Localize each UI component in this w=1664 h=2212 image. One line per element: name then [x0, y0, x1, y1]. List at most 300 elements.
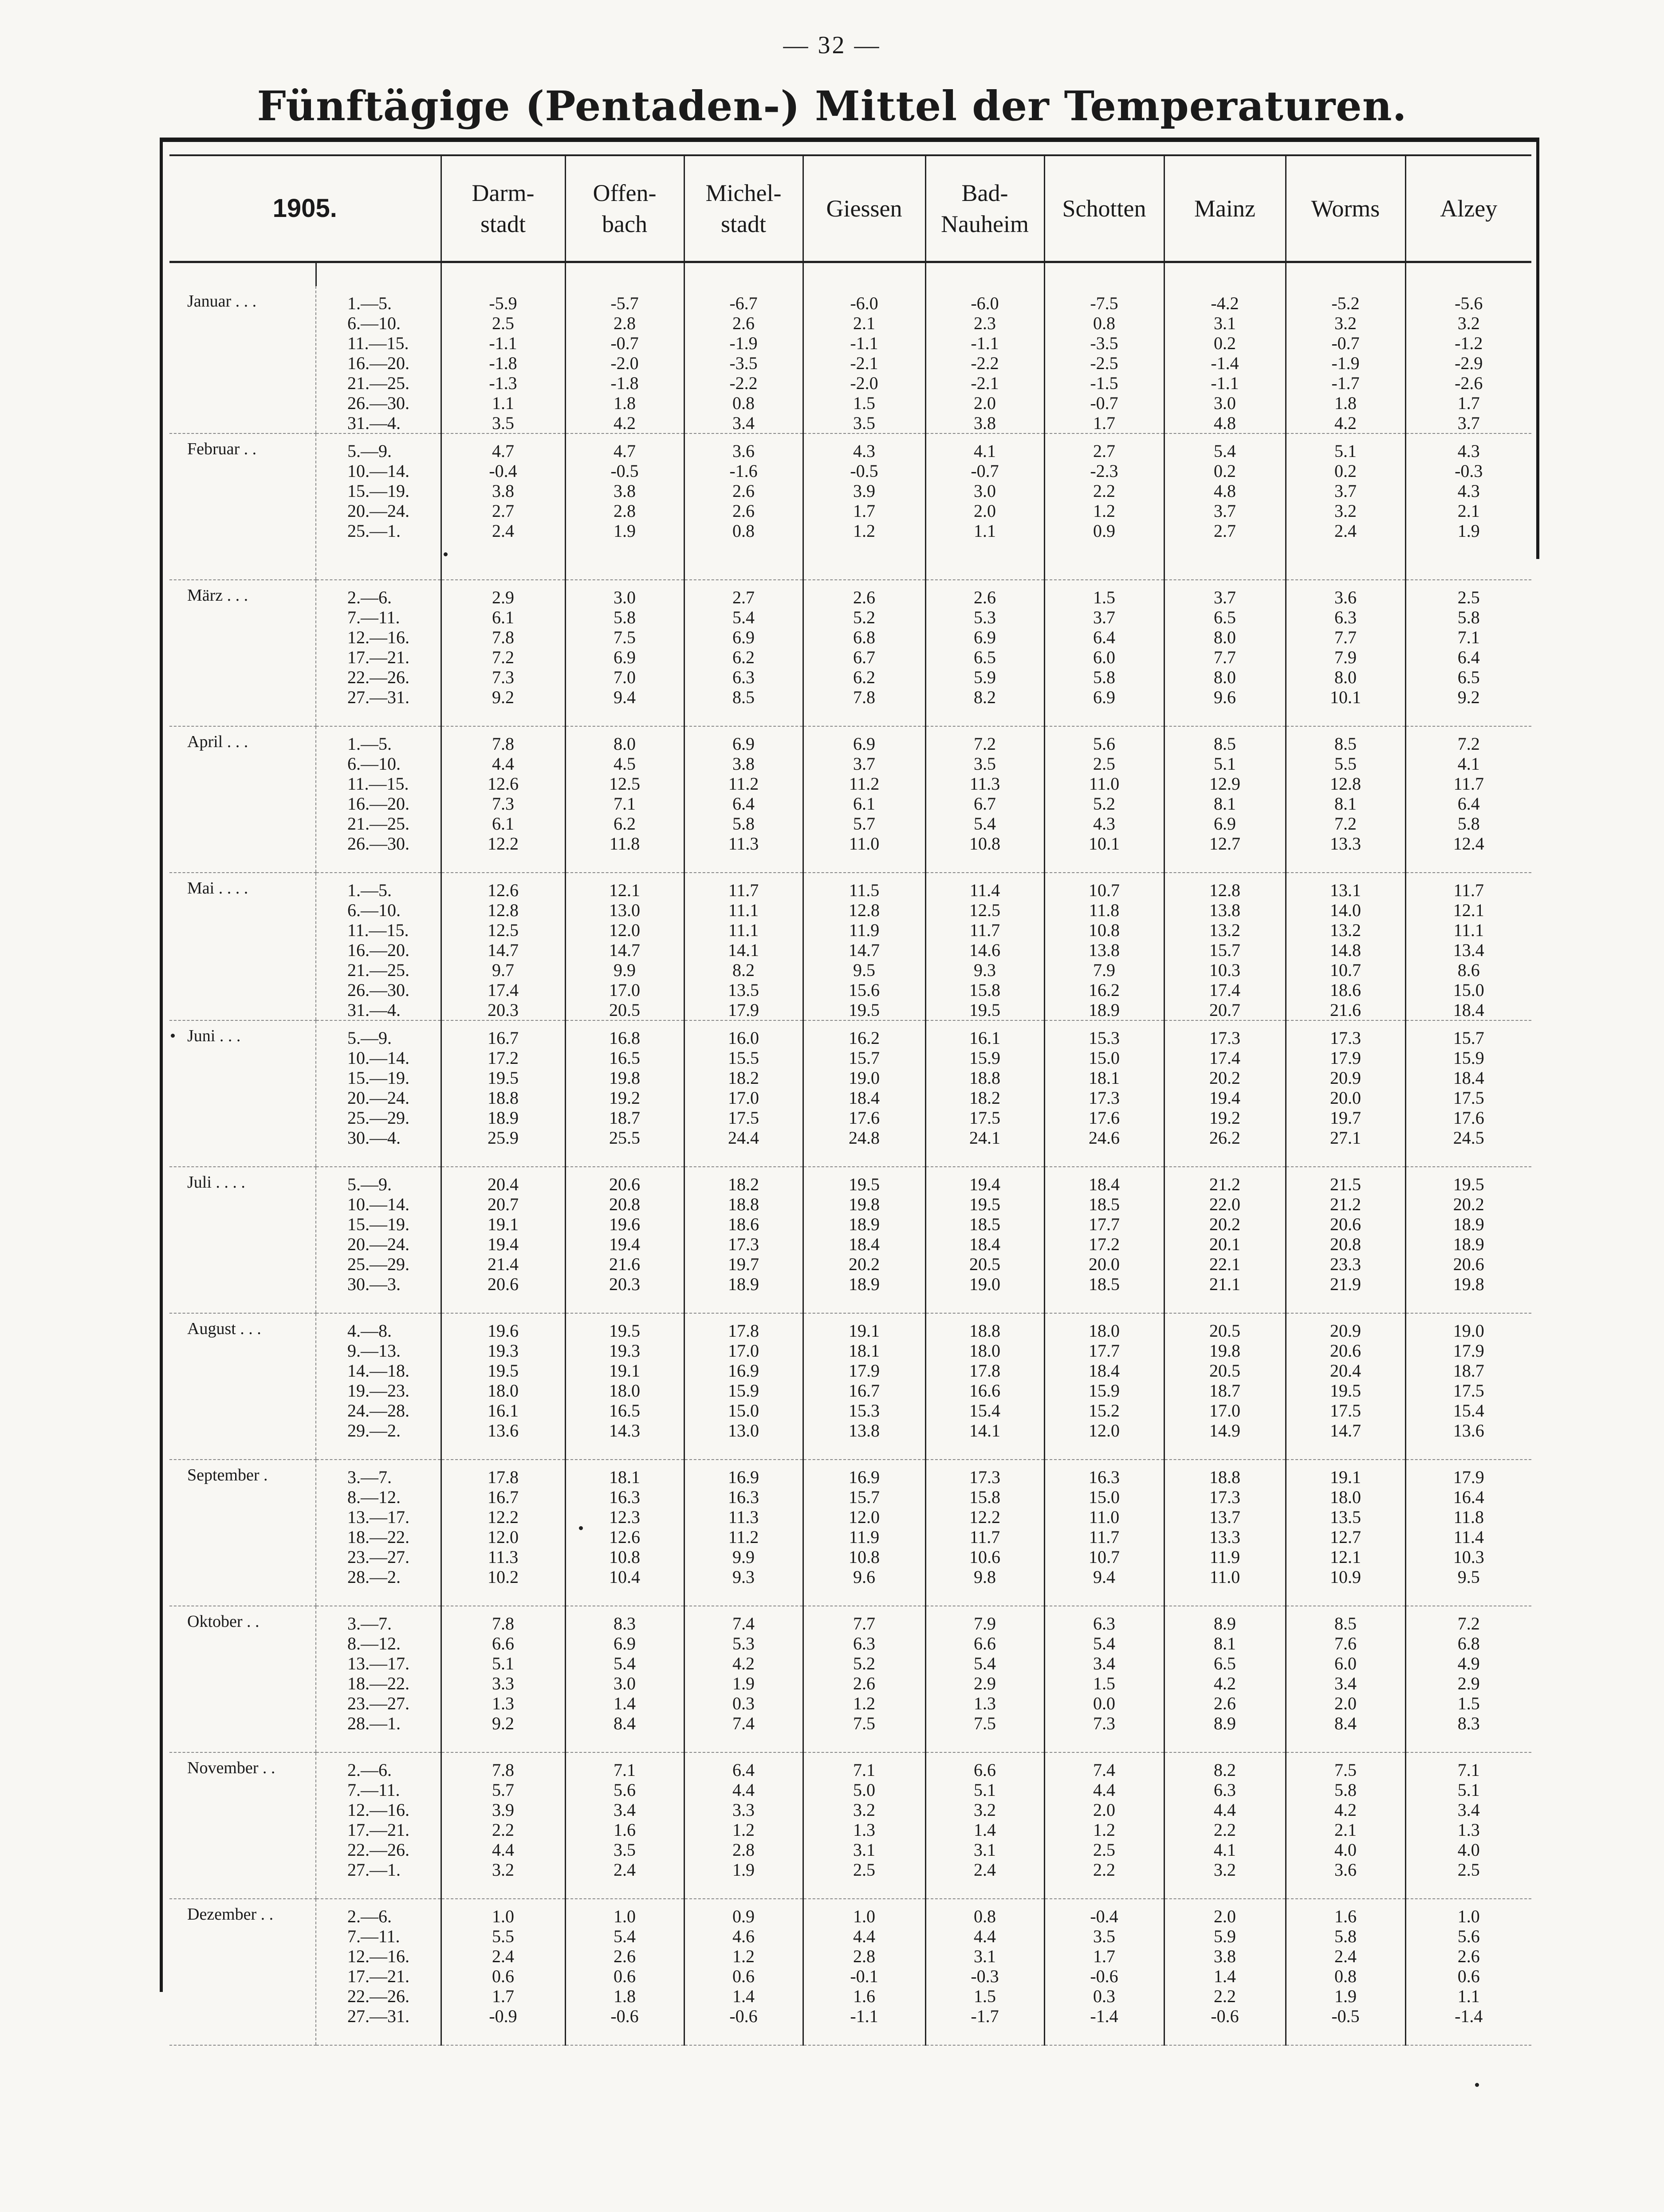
temperature-value: 18.7: [609, 1108, 640, 1128]
temperature-value: -3.5: [1090, 333, 1118, 353]
temperature-value: 2.0: [974, 501, 996, 521]
temperature-value: 4.1: [1214, 1840, 1236, 1860]
temperature-value: 4.4: [974, 1926, 996, 1946]
temperature-value: 2.8: [732, 1840, 755, 1860]
temperature-value: 17.0: [728, 1088, 759, 1108]
temperature-value: 3.6: [1334, 587, 1357, 607]
temperature-value: 6.1: [853, 794, 875, 814]
month-name: Juni . . .: [169, 1020, 316, 1167]
station-header: Worms: [1286, 155, 1405, 262]
station-values: [441, 873, 565, 1020]
temperature-value: 8.5: [1214, 734, 1236, 754]
temperature-value: 17.9: [728, 1000, 759, 1020]
temperature-value: 17.8: [969, 1361, 1000, 1381]
temperature-value: 14.9: [1209, 1421, 1240, 1441]
temperature-value: 11.3: [728, 834, 759, 854]
temperature-value: 15.2: [1089, 1401, 1120, 1421]
temperature-value: 9.5: [1457, 1567, 1480, 1587]
temperature-value: 5.4: [974, 1653, 996, 1673]
station-values: [441, 1460, 565, 1606]
temperature-value: 18.2: [969, 1088, 1000, 1108]
temperature-value: 7.5: [974, 1713, 996, 1733]
temperature-value: 6.4: [1457, 794, 1480, 814]
temperature-value: 4.2: [1214, 1673, 1236, 1693]
temperature-value: 5.5: [1334, 754, 1357, 774]
pentad-range: 20.—24.: [347, 1234, 409, 1254]
station-values: [441, 580, 565, 726]
temperature-value: 12.5: [609, 774, 640, 794]
temperature-value: 5.4: [732, 607, 755, 627]
temperature-value: 1.9: [1457, 521, 1480, 541]
temperature-value: 9.4: [1093, 1567, 1115, 1587]
temperature-value: 12.2: [969, 1507, 1000, 1527]
pentad-range: 7.—11.: [347, 1780, 400, 1800]
temperature-value: 5.6: [1457, 1926, 1480, 1946]
temperature-value: 1.9: [732, 1673, 755, 1693]
temperature-value: -0.7: [610, 333, 639, 353]
pentad-range: 28.—2.: [347, 1567, 401, 1587]
temperature-value: 4.4: [1214, 1800, 1236, 1820]
pentad-ranges: [316, 1606, 441, 1752]
temperature-value: 3.9: [492, 1800, 514, 1820]
temperature-value: 1.7: [853, 501, 875, 521]
station-values: [684, 1460, 803, 1606]
temperature-value: 13.6: [488, 1421, 519, 1441]
temperature-value: 10.9: [1330, 1567, 1361, 1587]
temperature-value: 2.6: [1457, 1946, 1480, 1966]
temperature-value: 1.0: [492, 1906, 514, 1926]
station-values: [441, 1752, 565, 1899]
station-values: [441, 1020, 565, 1167]
temperature-value: 11.3: [728, 1507, 759, 1527]
temperature-value: 16.8: [609, 1028, 640, 1048]
temperature-value: 2.0: [1214, 1906, 1236, 1926]
station-values: [1405, 580, 1531, 726]
temperature-value: 2.4: [974, 1860, 996, 1880]
print-speck: [1475, 2083, 1479, 2087]
temperature-value: 12.3: [609, 1507, 640, 1527]
temperature-value: 5.6: [1093, 734, 1115, 754]
temperature-value: 19.1: [609, 1361, 640, 1381]
temperature-value: 2.6: [732, 313, 755, 333]
temperature-value: 10.8: [849, 1547, 880, 1567]
temperature-value: 13.8: [849, 1421, 880, 1441]
temperature-value: 20.5: [1209, 1321, 1240, 1341]
temperature-value: 4.3: [1457, 481, 1480, 501]
station-values: [1286, 1460, 1405, 1606]
temperature-value: 23.3: [1330, 1254, 1361, 1274]
temperature-value: 18.1: [1089, 1068, 1120, 1088]
station-values: [925, 1752, 1044, 1899]
temperature-value: 19.4: [1209, 1088, 1240, 1108]
temperature-value: 19.4: [969, 1174, 1000, 1194]
pentad-range: 31.—4.: [347, 413, 401, 433]
station-values: [925, 1313, 1044, 1460]
temperature-value: 9.2: [1457, 687, 1480, 707]
temperature-value: -1.1: [489, 333, 517, 353]
temperature-value: 11.0: [1089, 1507, 1120, 1527]
temperature-value: 4.0: [1457, 1840, 1480, 1860]
temperature-value: 6.9: [732, 734, 755, 754]
temperature-value: 15.5: [728, 1048, 759, 1068]
temperature-value: -2.1: [971, 373, 999, 393]
temperature-value: -1.6: [729, 461, 758, 481]
temperature-value: 24.6: [1089, 1128, 1120, 1148]
temperature-value: 2.9: [1457, 1673, 1480, 1693]
pentad-range: 1.—5.: [347, 734, 392, 754]
temperature-value: 2.2: [1093, 481, 1115, 501]
temperature-value: -1.9: [1331, 353, 1360, 373]
pentad-range: 17.—21.: [347, 647, 409, 667]
temperature-value: -2.0: [610, 353, 639, 373]
temperature-value: 6.8: [853, 627, 875, 647]
temperature-value: 2.1: [1334, 1820, 1357, 1840]
temperature-value: 6.9: [974, 627, 996, 647]
month-row: [169, 1899, 1531, 2045]
temperature-value: 12.9: [1209, 774, 1240, 794]
temperature-value: 0.3: [1093, 1986, 1115, 2006]
pentad-range: 1.—5.: [347, 880, 392, 900]
temperature-value: 20.2: [1209, 1214, 1240, 1234]
temperature-value: -2.1: [850, 353, 878, 373]
station-values: [1286, 580, 1405, 726]
temperature-value: 6.7: [974, 794, 996, 814]
temperature-value: 18.7: [1453, 1361, 1484, 1381]
station-values: [684, 1752, 803, 1899]
temperature-value: 0.6: [492, 1966, 514, 1986]
temperature-value: 9.9: [614, 960, 636, 980]
temperature-value: 10.4: [609, 1567, 640, 1587]
temperature-value: 1.6: [1334, 1906, 1357, 1926]
temperature-value: 11.8: [609, 834, 640, 854]
temperature-value: 15.3: [849, 1401, 880, 1421]
temperature-value: 3.6: [732, 441, 755, 461]
temperature-value: 5.8: [614, 607, 636, 627]
temperature-value: 2.6: [1214, 1693, 1236, 1713]
temperature-value: 2.7: [1214, 521, 1236, 541]
month-row: [169, 1460, 1531, 1606]
temperature-value: 18.0: [488, 1381, 519, 1401]
temperature-value: 2.7: [732, 587, 755, 607]
temperature-value: 15.7: [849, 1048, 880, 1068]
temperature-value: 10.1: [1330, 687, 1361, 707]
temperature-value: 2.0: [974, 393, 996, 413]
temperature-value: 14.3: [609, 1421, 640, 1441]
temperature-value: 2.5: [853, 1860, 875, 1880]
temperature-value: 3.1: [1214, 313, 1236, 333]
temperature-value: 19.8: [1453, 1274, 1484, 1294]
temperature-value: 17.9: [1453, 1341, 1484, 1361]
temperature-value: 7.2: [1457, 1614, 1480, 1633]
temperature-value: 17.6: [849, 1108, 880, 1128]
temperature-value: 16.0: [728, 1028, 759, 1048]
temperature-value: 6.3: [853, 1633, 875, 1653]
temperature-value: 1.7: [1093, 413, 1115, 433]
station-values: [925, 1460, 1044, 1606]
temperature-value: 5.8: [1334, 1926, 1357, 1946]
temperature-value: 0.9: [1093, 521, 1115, 541]
temperature-value: 15.3: [1089, 1028, 1120, 1048]
station-values: [803, 286, 925, 433]
temperature-value: 5.2: [1093, 794, 1115, 814]
month-row: [169, 1020, 1531, 1167]
temperature-value: 19.7: [728, 1254, 759, 1274]
temperature-value: 1.3: [492, 1693, 514, 1713]
temperature-value: 9.2: [492, 687, 514, 707]
temperature-value: 8.4: [1334, 1713, 1357, 1733]
temperature-value: 5.2: [853, 607, 875, 627]
month-name: August . . .: [169, 1313, 316, 1460]
temperature-value: 8.5: [732, 687, 755, 707]
temperature-value: 1.5: [1457, 1693, 1480, 1713]
pentad-range: 16.—20.: [347, 940, 409, 960]
station-values: [1405, 1167, 1531, 1313]
pentad-ranges: [316, 726, 441, 873]
pentad-range: 16.—20.: [347, 794, 409, 814]
temperature-value: 2.2: [1214, 1820, 1236, 1840]
temperature-value: 18.9: [849, 1214, 880, 1234]
temperature-value: 18.2: [728, 1068, 759, 1088]
temperature-value: 18.9: [728, 1274, 759, 1294]
temperature-value: 2.8: [853, 1946, 875, 1966]
station-values: [1044, 433, 1164, 580]
temperature-value: 3.6: [1334, 1860, 1357, 1880]
station-values: [803, 1606, 925, 1752]
station-values: [1044, 1313, 1164, 1460]
temperature-value: 9.4: [614, 687, 636, 707]
station-values: [565, 286, 684, 433]
temperature-value: 11.1: [728, 900, 759, 920]
temperature-value: 16.1: [969, 1028, 1000, 1048]
temperature-value: 15.0: [1453, 980, 1484, 1000]
temperature-value: 11.1: [1453, 920, 1484, 940]
temperature-value: 25.5: [609, 1128, 640, 1148]
temperature-value: 1.4: [974, 1820, 996, 1840]
month-row: [169, 433, 1531, 580]
temperature-value: 6.6: [974, 1760, 996, 1780]
temperature-value: 9.6: [1214, 687, 1236, 707]
temperature-value: 16.9: [849, 1467, 880, 1487]
pentad-range: 2.—6.: [347, 1760, 392, 1780]
temperature-value: 12.0: [849, 1507, 880, 1527]
temperature-value: 7.3: [1093, 1713, 1115, 1733]
temperature-value: 0.9: [732, 1906, 755, 1926]
temperature-value: 1.0: [614, 1906, 636, 1926]
temperature-value: 1.0: [853, 1906, 875, 1926]
station-values: [1286, 1313, 1405, 1460]
pentad-range: 6.—10.: [347, 313, 401, 333]
pentad-range: 2.—6.: [347, 1906, 392, 1926]
temperature-value: 11.0: [849, 834, 880, 854]
temperature-value: 21.2: [1330, 1194, 1361, 1214]
pentad-ranges: [316, 580, 441, 726]
station-values: [565, 1020, 684, 1167]
temperature-value: 10.2: [488, 1567, 519, 1587]
temperature-value: 3.3: [732, 1800, 755, 1820]
temperature-value: 7.1: [614, 1760, 636, 1780]
temperature-value: 11.9: [849, 1527, 880, 1547]
temperature-value: 2.2: [1214, 1986, 1236, 2006]
temperature-value: 10.8: [969, 834, 1000, 854]
temperature-value: 16.4: [1453, 1487, 1484, 1507]
pentad-ranges: [316, 286, 441, 433]
pentad-ranges: [316, 873, 441, 1020]
temperature-value: -0.1: [850, 1966, 878, 1986]
temperature-value: 6.8: [1457, 1633, 1480, 1653]
pentad-range: 27.—31.: [347, 2006, 409, 2026]
temperature-value: 7.9: [1093, 960, 1115, 980]
month-row: [169, 1167, 1531, 1313]
temperature-value: -0.6: [1211, 2006, 1239, 2026]
temperature-value: 5.4: [1093, 1633, 1115, 1653]
temperature-value: 2.8: [614, 501, 636, 521]
temperature-value: 0.8: [732, 521, 755, 541]
temperature-value: -1.1: [971, 333, 999, 353]
temperature-value: 10.7: [1089, 1547, 1120, 1567]
temperature-value: 8.3: [614, 1614, 636, 1633]
station-values: [1164, 1899, 1286, 2045]
temperature-value: 1.2: [853, 521, 875, 541]
station-values: [1044, 286, 1164, 433]
temperature-value: 18.8: [969, 1321, 1000, 1341]
station-values: [1286, 1167, 1405, 1313]
temperature-value: 12.6: [609, 1527, 640, 1547]
temperature-value: 13.1: [1330, 880, 1361, 900]
temperature-value: -1.9: [729, 333, 758, 353]
pentad-range: 27.—1.: [347, 1860, 401, 1880]
temperature-value: 20.2: [1453, 1194, 1484, 1214]
temperature-value: 6.9: [1093, 687, 1115, 707]
temperature-value: 8.3: [1457, 1713, 1480, 1733]
temperature-value: 16.6: [969, 1381, 1000, 1401]
temperature-value: 1.7: [1457, 393, 1480, 413]
temperature-value: 12.6: [488, 880, 519, 900]
temperature-value: 6.9: [1214, 814, 1236, 834]
temperature-value: 19.5: [969, 1194, 1000, 1214]
temperature-value: 3.3: [492, 1673, 514, 1693]
pentad-ranges: [316, 1460, 441, 1606]
station-values: [1164, 1460, 1286, 1606]
temperature-value: 4.1: [1457, 754, 1480, 774]
temperature-value: -2.5: [1090, 353, 1118, 373]
temperature-value: 3.5: [1093, 1926, 1115, 1946]
temperature-value: 15.9: [1089, 1381, 1120, 1401]
temperature-value: 11.7: [1453, 774, 1484, 794]
temperature-value: 6.1: [492, 814, 514, 834]
temperature-value: 11.4: [969, 880, 1000, 900]
temperature-value: 14.8: [1330, 940, 1361, 960]
temperature-value: 15.7: [1453, 1028, 1484, 1048]
temperature-value: 17.0: [609, 980, 640, 1000]
station-values: [1405, 1899, 1531, 2045]
month-name: Mai . . . .: [169, 873, 316, 1020]
pentad-range: 3.—7.: [347, 1467, 392, 1487]
pentad-range: 21.—25.: [347, 373, 409, 393]
temperature-value: 1.1: [492, 393, 514, 413]
temperature-value: 16.1: [488, 1401, 519, 1421]
temperature-value: 7.1: [614, 794, 636, 814]
temperature-value: 0.8: [732, 393, 755, 413]
temperature-value: 19.2: [609, 1088, 640, 1108]
temperature-value: 6.9: [853, 734, 875, 754]
temperature-value: 27.1: [1330, 1128, 1361, 1148]
temperature-value: 0.0: [1093, 1693, 1115, 1713]
temperature-value: 2.1: [853, 313, 875, 333]
temperature-value: 10.7: [1330, 960, 1361, 980]
temperature-value: 4.7: [614, 441, 636, 461]
pentad-range: 17.—21.: [347, 1966, 409, 1986]
temperature-value: 18.1: [609, 1467, 640, 1487]
temperature-value: 14.7: [849, 940, 880, 960]
month-row: [169, 580, 1531, 726]
month-row: [169, 286, 1531, 433]
station-values: [925, 1167, 1044, 1313]
temperature-value: 4.2: [1334, 413, 1357, 433]
temperature-value: 11.3: [488, 1547, 519, 1567]
pentad-range: 27.—31.: [347, 687, 409, 707]
station-values: [565, 1460, 684, 1606]
temperature-value: 20.8: [609, 1194, 640, 1214]
temperature-value: 14.1: [728, 940, 759, 960]
temperature-value: 6.3: [1093, 1614, 1115, 1633]
station-header: Schotten: [1044, 155, 1164, 262]
temperature-value: 8.6: [1457, 960, 1480, 980]
pentad-range: 5.—9.: [347, 441, 392, 461]
station-values: [1044, 580, 1164, 726]
station-values: [565, 1752, 684, 1899]
temperature-value: 1.5: [1093, 1673, 1115, 1693]
temperature-value: 3.5: [614, 1840, 636, 1860]
temperature-value: 9.5: [853, 960, 875, 980]
temperature-value: 26.2: [1209, 1128, 1240, 1148]
pentad-range: 17.—21.: [347, 1820, 409, 1840]
temperature-value: 7.2: [974, 734, 996, 754]
temperature-value: 7.9: [974, 1614, 996, 1633]
temperature-value: 18.8: [969, 1068, 1000, 1088]
temperature-value: -2.2: [729, 373, 758, 393]
temperature-value: 19.8: [1209, 1341, 1240, 1361]
pentad-range: 9.—13.: [347, 1341, 401, 1361]
temperature-value: 2.5: [1093, 754, 1115, 774]
temperature-value: 19.5: [488, 1068, 519, 1088]
temperature-value: 5.3: [732, 1633, 755, 1653]
temperature-value: 17.3: [728, 1234, 759, 1254]
station-values: [803, 1899, 925, 2045]
temperature-value: 4.5: [614, 754, 636, 774]
temperature-value: 2.4: [1334, 521, 1357, 541]
station-values: [1405, 1606, 1531, 1752]
temperature-value: 8.1: [1214, 794, 1236, 814]
temperature-value: 4.2: [614, 413, 636, 433]
temperature-value: 2.6: [974, 587, 996, 607]
temperature-value: 4.3: [1457, 441, 1480, 461]
page-number: — 32 —: [783, 31, 881, 59]
station-values: [1286, 1606, 1405, 1752]
temperature-value: 17.0: [728, 1341, 759, 1361]
temperature-value: 11.1: [728, 920, 759, 940]
pentad-range: 15.—19.: [347, 481, 409, 501]
temperature-value: 7.7: [1214, 647, 1236, 667]
temperature-value: 20.5: [969, 1254, 1000, 1274]
pentad-range: 21.—25.: [347, 814, 409, 834]
station-values: [1405, 1752, 1531, 1899]
station-values: [1286, 726, 1405, 873]
station-values: [803, 873, 925, 1020]
temperature-value: 12.2: [488, 834, 519, 854]
temperature-value: 10.7: [1089, 880, 1120, 900]
temperature-value: 7.7: [853, 1614, 875, 1633]
temperature-value: 3.2: [1334, 313, 1357, 333]
